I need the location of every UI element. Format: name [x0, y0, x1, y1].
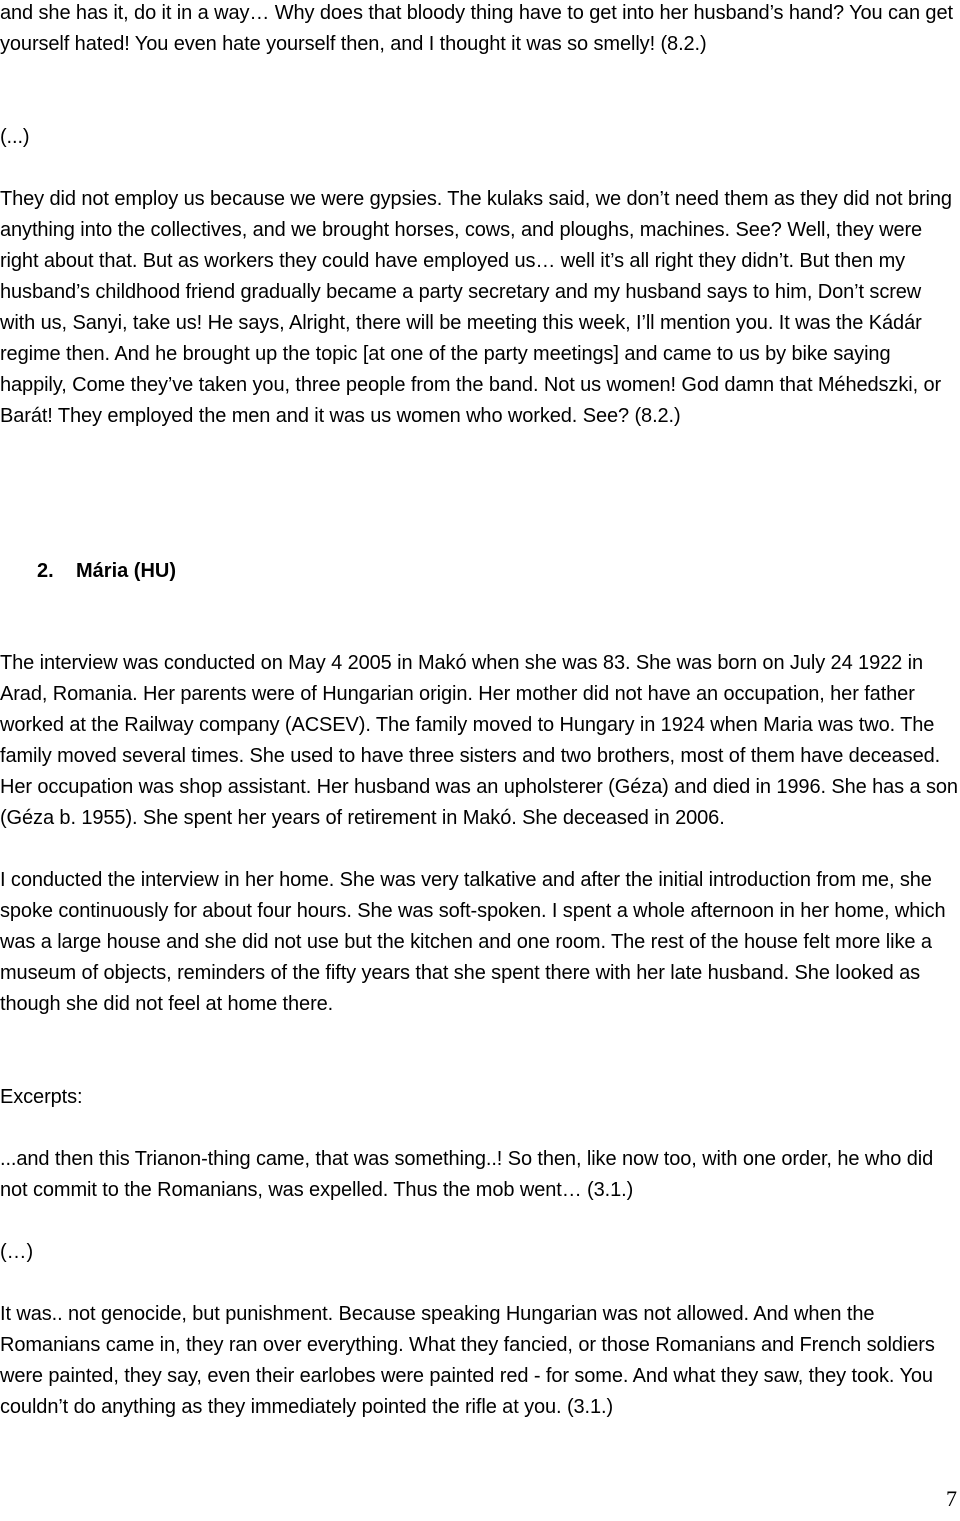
paragraph-interview-setting: I conducted the interview in her home. She was very talkative and after the initial introduction from me, she spoke continuously for about four hours. She was soft-spoken. I spent a whole afternoon in her home, which was a large house and she did not use but the kitchen and one room. The rest of the house felt more like a museum of objects, reminders of the fifty years that she spent there with her late husband. She looked as though she did not feel at home there.: [0, 869, 946, 1015]
section-number: 2.: [37, 560, 54, 582]
paragraph-ellipsis-2: (…): [0, 1241, 34, 1263]
page-number: 7: [946, 1486, 957, 1511]
paragraph-ellipsis-1: (...): [0, 126, 30, 148]
paragraph-bloody-thing: and she has it, do it in a way… Why does that bloody thing have to get into her husband’s hand? You can get yourself hated! You even hate yourself then, and I thought it was so smelly! (8.2.): [0, 2, 953, 55]
paragraph-punishment: It was.. not genocide, but punishment. Because speaking Hungarian was not allowed. And when the Romanians came in, they ran over everything. What they fancied, or those Romanians and French soldiers were painted, they say, even their earlobes were painted red - for some. And what they saw, they took. You couldn’t do anything as they immediately pointed the rifle at you. (3.1.): [0, 1303, 935, 1418]
paragraph-gypsies: They did not employ us because we were gypsies. The kulaks said, we don’t need them as they did not bring anything into the collectives, and we brought horses, cows, and ploughs, machines. See? Well, they were right about that. But as workers they could have employed us… well it’s all right they didn’t. But then my husband’s childhood friend gradually became a party secretary and my husband says to him, Don’t screw with us, Sanyi, take us! He says, Alright, there will be meeting this week, I’ll mention you. It was the Kádár regime then. And he brought up the topic [at one of the party meetings] and came to us by bike saying happily, Come they’ve taken you, three people from the band. Not us women! God damn that Méhedszki, or Barát! They employed the men and it was us women who worked. See? (8.2.): [0, 188, 952, 427]
section-heading: [37, 556, 176, 587]
section-title: Mária (HU): [76, 560, 177, 582]
paragraph-interview-details: The interview was conducted on May 4 2005 in Makó when she was 83. She was born on July 24 1922 in Arad, Romania. Her parents were of Hungarian origin. Her mother did not have an occupation, her father worked at the Railway company (ACSEV). The family moved to Hungary in 1924 when Maria was two. The family moved several times. She used to have three sisters and two brothers, most of them have deceased. Her occupation was shop assistant. Her husband was an upholsterer (Géza) and died in 1996. She has a son (Géza b. 1955). She spent her years of retirement in Makó. She deceased in 2006.: [0, 652, 958, 829]
paragraph-trianon: ...and then this Trianon-thing came, that was something..! So then, like now too, with one order, he who did not commit to the Romanians, was expelled. Thus the mob went… (3.1.): [0, 1148, 934, 1201]
paragraph-excerpts-label: Excerpts:: [0, 1086, 83, 1108]
